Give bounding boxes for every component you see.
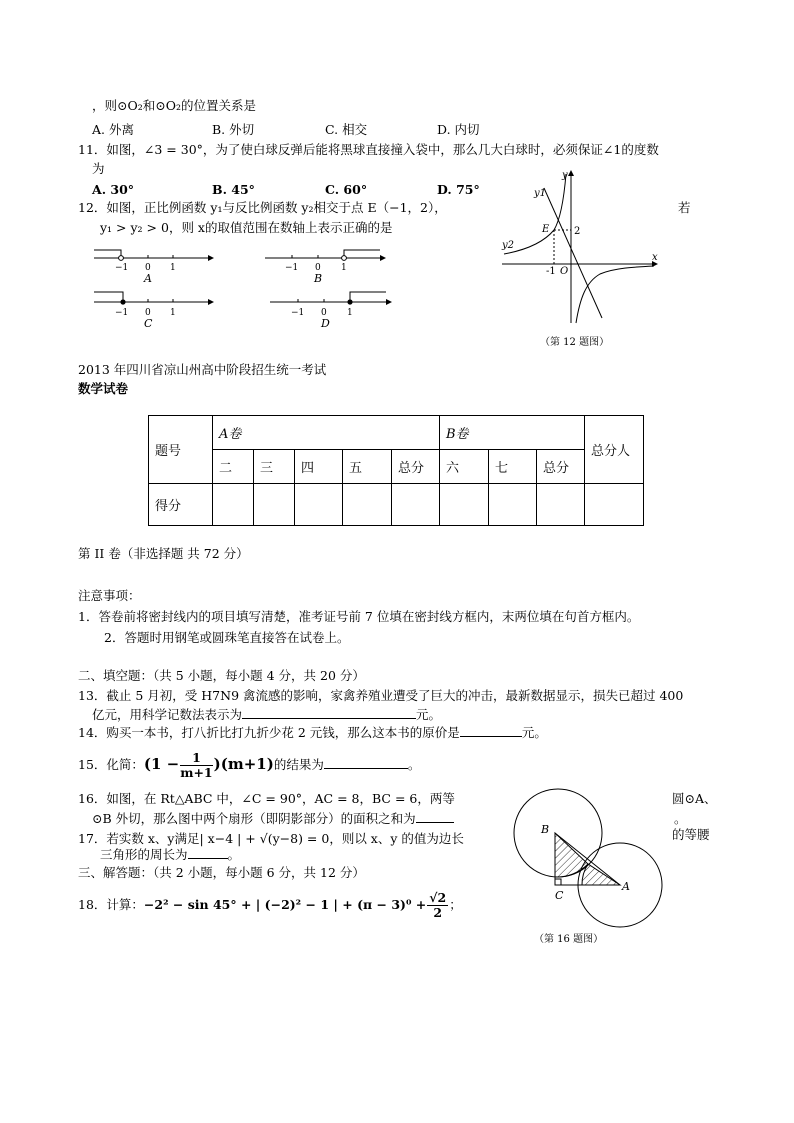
q14-line (78, 725, 547, 741)
notice-2: 2．答题时用钢笔或圆珠笔直接答在试卷上。 (104, 630, 350, 645)
tick-label: 0 (145, 308, 151, 318)
q11-option-d: D. 75° (437, 182, 480, 197)
exam-title: 2013 年四川省凉山州高中阶段招生统一考试 (78, 362, 327, 377)
col-san: 三 (254, 450, 295, 484)
score-cell[interactable] (254, 484, 295, 526)
col-er: 二 (213, 450, 254, 484)
q17-line1: 17．若实数 x、y满足| x−4 | + √(y−8) = 0，则以 x、y 的值为边长 (78, 831, 464, 846)
number-line-c (94, 292, 214, 330)
option-label-b: B (314, 272, 323, 285)
col-a-total: 总分 (392, 450, 440, 484)
hyperbola-y2-right (576, 266, 654, 323)
option-label-d: D (321, 317, 330, 330)
figure-16-caption: （第 16 题图） (534, 934, 604, 945)
q15-text: 15．化简： (78, 757, 144, 772)
q15-end: 。 (407, 757, 421, 772)
q17-right: 的等腰 (672, 827, 710, 842)
label-y1: y1 (534, 188, 547, 199)
q11-option-b: B. 45° (212, 182, 255, 197)
header-tihao: 题号 (149, 416, 213, 484)
q18-fraction (427, 891, 448, 920)
line-y1 (544, 188, 602, 318)
q10-option-b: B. 外切 (212, 122, 255, 137)
q15-denominator: m+1 (180, 765, 213, 780)
q16-right1: 圆⊙A、 (672, 791, 717, 806)
label-neg1: -1 (546, 266, 556, 277)
tick-label: 0 (145, 263, 151, 273)
q16-line1: 16．如图，在 Rt△ABC 中，∠C = 90°，AC = 8，BC = 6，两等 (78, 791, 455, 806)
q16-text: ⊙B 外切，那么图中两个扇形（即阴影部分）的面积之和为 (92, 811, 416, 826)
row-score: 得分 (149, 484, 213, 526)
q18-text: 18．计算： (78, 897, 144, 912)
q16-answer-blank[interactable] (416, 811, 454, 823)
score-cell[interactable] (343, 484, 392, 526)
number-line-d (270, 292, 392, 330)
notice-1: 1．答卷前将密封线内的项目填写清楚，准考证号前 7 位填在密封线方框内，末两位填在句首方框内。 (78, 609, 640, 624)
q12-number-lines-right (260, 240, 400, 340)
q15-answer-blank[interactable] (324, 757, 408, 769)
q17-answer-blank[interactable] (188, 847, 228, 859)
q12-line2: y₁ > y₂ > 0，则 x的取值范围在数轴上表示正确的是 (100, 220, 393, 235)
score-cell[interactable] (295, 484, 343, 526)
score-cell[interactable] (213, 484, 254, 526)
figure-16 (508, 785, 668, 950)
score-cell[interactable] (440, 484, 489, 526)
q11-option-c: C. 60° (325, 182, 368, 197)
q13-text: 亿元，用科学记数法表示为 (92, 707, 243, 722)
q18-end: ； (449, 897, 462, 912)
number-line-a (94, 250, 214, 285)
label-a: A (622, 880, 630, 893)
q16-line2 (92, 811, 454, 827)
q12-line1: 12．如图，正比例函数 y₁与反比例函数 y₂相交于点 E（−1，2）， (78, 200, 447, 215)
score-table (148, 415, 644, 526)
col-qi: 七 (489, 450, 537, 484)
fill-heading: 二、填空题：（共 5 小题，每小题 4 分，共 20 分） (78, 668, 365, 683)
number-line-b (265, 250, 386, 285)
q14-unit: 元。 (521, 725, 547, 740)
solve-heading: 三、解答题：（共 2 小题，每小题 6 分，共 12 分） (78, 865, 365, 880)
q18-numerator: √2 (429, 890, 447, 905)
q13-line1: 13．截止 5 月初，受 H7N9 禽流感的影响，家禽养殖业遭受了巨大的冲击，最新数据显示，损失已超过 400 (78, 688, 684, 703)
exam-subject: 数学试卷 (78, 381, 129, 396)
q10-option-a: A. 外离 (92, 122, 134, 137)
q10-line: ，则⊙O₂和⊙O₂的位置关系是 (92, 98, 256, 113)
tick-label: −1 (291, 308, 305, 318)
tick-label: 1 (341, 263, 347, 273)
option-label-c: C (144, 317, 153, 330)
score-cell[interactable] (489, 484, 537, 526)
q17-end: 。 (227, 847, 241, 862)
q13-answer-blank[interactable] (242, 707, 416, 719)
score-cell[interactable] (585, 484, 644, 526)
q15-expr-left: (1 − (143, 755, 180, 773)
q15-text2: 的结果为 (273, 757, 324, 772)
q14-answer-blank[interactable] (460, 725, 522, 737)
header-a-volume: A卷 (213, 416, 440, 450)
score-cell[interactable] (537, 484, 585, 526)
tick-label: −1 (115, 263, 129, 273)
q12-ruo: 若 (678, 200, 691, 215)
section2-title: 第 II 卷（非选择题 共 72 分） (78, 546, 249, 561)
q14-text: 14．购买一本书，打八折比打九折少花 2 元钱，那么这本书的原价是 (78, 725, 460, 740)
q10-option-d: D. 内切 (437, 122, 480, 137)
q11-line1: 11．如图，∠3 = 30°，为了使白球反弹后能将黑球直接撞入袋中，那么几大白球时，必须保证∠1的度数 (78, 142, 659, 157)
tick-label: 1 (347, 308, 353, 318)
label-e: E (542, 224, 550, 235)
q15-numerator: 1 (180, 751, 212, 766)
q15-expr-right: )(m+1) (213, 755, 274, 773)
label-b: B (541, 823, 550, 836)
tick-label: 0 (315, 263, 321, 273)
label-y: y (562, 170, 568, 181)
sector-a (582, 864, 620, 885)
col-wu: 五 (343, 450, 392, 484)
option-label-a: A (144, 272, 152, 285)
header-total-person: 总分人 (585, 416, 644, 484)
figure-12-caption: （第 12 题图） (540, 337, 610, 348)
q17-text: 三角形的周长为 (100, 847, 188, 862)
q11-option-a: A. 30° (92, 182, 135, 197)
header-b-volume: B卷 (440, 416, 585, 450)
q13-line2 (92, 707, 441, 723)
tick-label: 0 (321, 308, 327, 318)
q15-fraction (180, 751, 212, 780)
label-c: C (555, 889, 564, 902)
tick-label: 1 (170, 308, 176, 318)
q11-line2: 为 (92, 161, 105, 176)
q16-right2: 。 (674, 811, 687, 826)
tick-label: −1 (285, 263, 299, 273)
col-liu: 六 (440, 450, 489, 484)
figure-12 (496, 168, 666, 353)
tick-label: −1 (115, 308, 129, 318)
q10-option-c: C. 相交 (325, 122, 368, 137)
col-b-total: 总分 (537, 450, 585, 484)
tick-label: 1 (170, 263, 176, 273)
label-y2: y2 (502, 240, 515, 251)
label-origin: O (560, 266, 569, 277)
q17-line2 (100, 847, 240, 863)
score-cell[interactable] (392, 484, 440, 526)
col-si: 四 (295, 450, 343, 484)
q18-line (78, 887, 462, 925)
q15-line (78, 748, 420, 782)
label-two: 2 (574, 226, 581, 237)
q13-unit: 元。 (416, 707, 442, 722)
q18-expression: −2² − sin 45° + | (−2)² − 1 | + (π − 3)⁰ + (143, 897, 427, 912)
q18-denominator: 2 (433, 905, 443, 920)
label-x: x (652, 252, 658, 263)
notice-title: 注意事项： (78, 588, 141, 603)
